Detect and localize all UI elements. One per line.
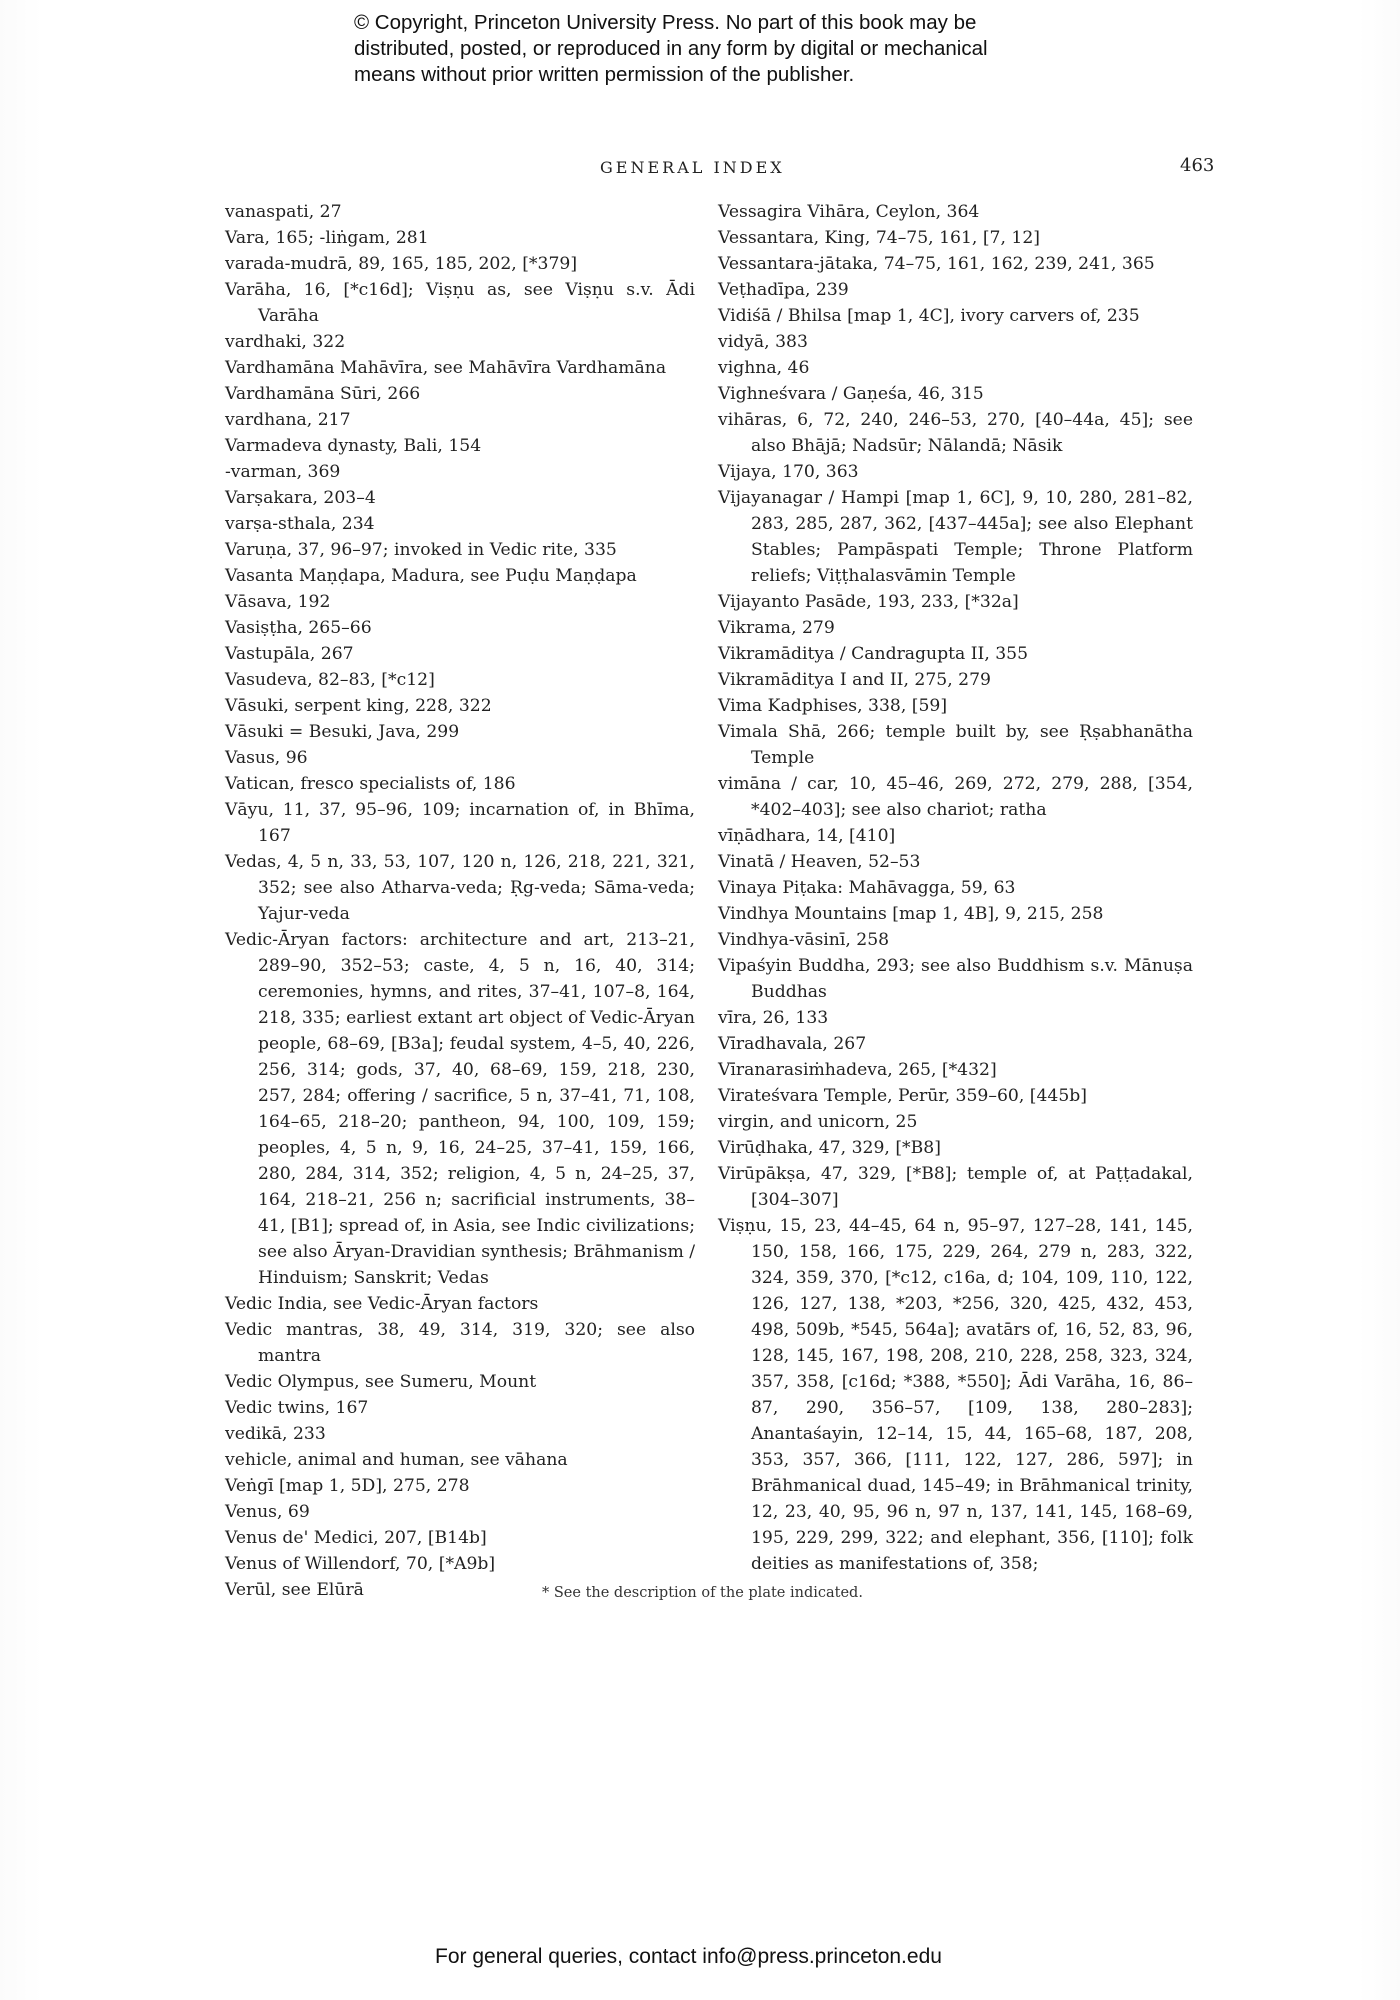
index-entry: Veṭhadīpa, 239 xyxy=(718,280,849,300)
index-entry: Varuṇa, 37, 96–97; invoked in Vedic rite, 335 xyxy=(225,540,617,560)
index-entry: Vijayanto Pasāde, 193, 233, [*32a] xyxy=(718,592,1019,612)
index-entry: Varmadeva dynasty, Bali, 154 xyxy=(225,436,482,456)
index-entry: Vasanta Maṇḍapa, Madura, see Puḍu Maṇḍapa xyxy=(225,566,637,586)
index-entry: Vara, 165; -liṅgam, 281 xyxy=(225,228,429,248)
index-entry: Vedic India, see Vedic-Āryan factors xyxy=(225,1294,539,1314)
index-entry: vighna, 46 xyxy=(718,358,810,378)
index-entry: Vipaśyin Buddha, 293; see also Buddhism s.v. Mānuṣa Buddhas xyxy=(718,956,1193,1002)
index-entry: Vedic twins, 167 xyxy=(225,1398,369,1418)
index-entry: vardhaki, 322 xyxy=(225,332,346,352)
index-entry: Vasus, 96 xyxy=(225,748,308,768)
index-entry: varada-mudrā, 89, 165, 185, 202, [*379] xyxy=(225,254,578,274)
copyright-line: distributed, posted, or reproduced in any form by digital or mechanical xyxy=(354,37,988,60)
index-entry: Vardhamāna Mahāvīra, see Mahāvīra Vardhamāna xyxy=(225,358,667,378)
index-entry: vedikā, 233 xyxy=(225,1424,326,1444)
index-entry: vanaspati, 27 xyxy=(225,202,342,222)
index-entry: Varāha, 16, [*c16d]; Viṣṇu as, see Viṣṇu s.v. Ādi Varāha xyxy=(225,280,695,326)
contact-footer: For general queries, contact info@press.princeton.edu xyxy=(435,1945,942,1968)
index-entry: Vīradhavala, 267 xyxy=(718,1034,867,1054)
index-entry: Venus, 69 xyxy=(225,1502,310,1522)
index-entry: Vighneśvara / Gaṇeśa, 46, 315 xyxy=(718,384,984,404)
index-entry: Virūḍhaka, 47, 329, [*B8] xyxy=(718,1138,941,1158)
index-entry: Vessagira Vihāra, Ceylon, 364 xyxy=(718,202,980,222)
index-entry: varṣa-sthala, 234 xyxy=(225,514,375,534)
index-entry: Vijaya, 170, 363 xyxy=(718,462,859,482)
index-entry: Vikrama, 279 xyxy=(718,618,835,638)
copyright-line: © Copyright, Princeton University Press. No part of this book may be xyxy=(354,11,977,34)
index-entry: Vessantara-jātaka, 74–75, 161, 162, 239, 241, 365 xyxy=(718,254,1155,274)
index-entry: Vindhya-vāsinī, 258 xyxy=(718,930,890,950)
index-entry: Verūl, see Elūrā xyxy=(225,1580,364,1600)
index-entry: Vikramāditya / Candragupta II, 355 xyxy=(718,644,1029,664)
index-entry: vehicle, animal and human, see vāhana xyxy=(225,1450,568,1470)
index-entry: Vāsuki = Besuki, Java, 299 xyxy=(225,722,460,742)
index-entry: Vedic Olympus, see Sumeru, Mount xyxy=(225,1372,537,1392)
index-entry: Vedas, 4, 5 n, 33, 53, 107, 120 n, 126, 218, 221, 321, 352; see also Atharva-veda; Ṛg-veda; Sāma-veda; Yajur-veda xyxy=(225,852,695,924)
index-entry: Vāsuki, serpent king, 228, 322 xyxy=(225,696,492,716)
index-entry: Vastupāla, 267 xyxy=(225,644,354,664)
index-entry: Vidiśā / Bhilsa [map 1, 4C], ivory carvers of, 235 xyxy=(718,306,1140,326)
index-entry: Vatican, fresco specialists of, 186 xyxy=(225,774,516,794)
index-entry: vidyā, 383 xyxy=(718,332,808,352)
index-entry: vardhana, 217 xyxy=(225,410,351,430)
index-entry: Vimala Shā, 266; temple built by, see Ṛṣabhanātha Temple xyxy=(718,722,1193,768)
index-entry: Veṅgī [map 1, 5D], 275, 278 xyxy=(225,1476,470,1496)
index-entry: Vindhya Mountains [map 1, 4B], 9, 215, 258 xyxy=(718,904,1104,924)
page-number: 463 xyxy=(1180,155,1215,176)
index-entry: Vīranarasiṁhadeva, 265, [*432] xyxy=(718,1060,997,1080)
index-entry: Vedic mantras, 38, 49, 314, 319, 320; see also mantra xyxy=(225,1320,695,1366)
index-entry: Vedic-Āryan factors: architecture and art, 213–21, 289–90, 352–53; caste, 4, 5 n, 16, 40, 314; ceremonies, hymns, and rites, 37–41, 107–8, 164, 218, 335; earliest extant art object of Vedic-Āryan people, 68–69, [B3a]; feudal system, 4–5, 40, 226, 256, 314; gods, 37, 40, 68–69, 159, 218, 230, 257, 284; offering / sacrifice, 5 n, 37–41, 71, 108, 164–65, 218–20; pantheon, 94, 100, 109, 159; peoples, 4, 5 n, 9, 16, 24–25, 37–41, 159, 166, 280, 284, 314, 352; religion, 4, 5 n, 24–25, 37, 164, 218–21, 256 n; sacrificial instruments, 38–41, [B1]; spread of, in Asia, see Indic civilizations; see also Āryan-Dravidian synthesis; Brāhmanism / Hinduism; Sanskrit; Vedas xyxy=(225,930,695,1288)
index-entry: vīra, 26, 133 xyxy=(718,1008,829,1028)
index-entry: Virūpākṣa, 47, 329, [*B8]; temple of, at Paṭṭadakal, [304–307] xyxy=(718,1164,1193,1210)
running-head: GENERAL INDEX xyxy=(600,158,785,177)
index-entry: virgin, and unicorn, 25 xyxy=(718,1112,918,1132)
index-entry: Vinaya Piṭaka: Mahāvagga, 59, 63 xyxy=(718,878,1016,898)
index-entry: Venus de' Medici, 207, [B14b] xyxy=(225,1528,487,1548)
index-entry: Vima Kadphises, 338, [59] xyxy=(718,696,948,716)
index-entry: Varṣakara, 203–4 xyxy=(225,488,376,508)
index-entry: vihāras, 6, 72, 240, 246–53, 270, [40–44a, 45]; see also Bhājā; Nadsūr; Nālandā; Nāsik xyxy=(718,410,1193,456)
index-entry: Virateśvara Temple, Perūr, 359–60, [445b] xyxy=(718,1086,1087,1106)
index-entry: Vasiṣṭha, 265–66 xyxy=(225,618,372,638)
index-entry: Vāsava, 192 xyxy=(225,592,331,612)
index-entry: vīṇādhara, 14, [410] xyxy=(718,826,896,846)
index-entry: Vasudeva, 82–83, [*c12] xyxy=(225,670,435,690)
index-entry: Vessantara, King, 74–75, 161, [7, 12] xyxy=(718,228,1040,248)
copyright-line: means without prior written permission of the publisher. xyxy=(354,63,855,86)
index-entry: Vardhamāna Sūri, 266 xyxy=(225,384,421,404)
footnote: * See the description of the plate indicated. xyxy=(542,1585,863,1601)
index-entry: Vijayanagar / Hampi [map 1, 6C], 9, 10, 280, 281–82, 283, 285, 287, 362, [437–445a]; see also Elephant Stables; Pampāspati Temple; Throne Platform reliefs; Viṭṭhalasvāmin Temple xyxy=(718,488,1193,586)
index-entry: Viṣṇu, 15, 23, 44–45, 64 n, 95–97, 127–28, 141, 145, 150, 158, 166, 175, 229, 264, 279 n, 283, 322, 324, 359, 370, [*c12, c16a, d; 104, 109, 110, 122, 126, 127, 138, *203, *256, 320, 425, 432, 453, 498, 509b, *545, 564a]; avatārs of, 16, 52, 83, 96, 128, 145, 167, 198, 208, 210, 228, 258, 323, 324, 357, 358, [c16d; *388, *550]; Ādi Varāha, 16, 86–87, 290, 356–57, [109, 138, 280–283]; Anantaśayin, 12–14, 15, 44, 165–68, 187, 208, 353, 357, 366, [111, 122, 127, 286, 597]; in Brāhmanical duad, 145–49; in Brāhmanical trinity, 12, 23, 40, 95, 96 n, 97 n, 137, 141, 145, 168–69, 195, 229, 299, 322; and elephant, 356, [110]; folk deities as manifestations of, 358; xyxy=(718,1216,1193,1574)
index-column-right xyxy=(718,199,1193,1577)
index-entry: -varman, 369 xyxy=(225,462,341,482)
index-entry: vimāna / car, 10, 45–46, 269, 272, 279, 288, [354, *402–403]; see also chariot; ratha xyxy=(718,774,1193,820)
index-entry: Vinatā / Heaven, 52–53 xyxy=(718,852,921,872)
index-entry: Venus of Willendorf, 70, [*A9b] xyxy=(225,1554,496,1574)
index-entry: Vikramāditya I and II, 275, 279 xyxy=(718,670,991,690)
index-column-left xyxy=(225,199,695,1603)
copyright-notice xyxy=(354,10,1114,88)
index-entry: Vāyu, 11, 37, 95–96, 109; incarnation of, in Bhīma, 167 xyxy=(225,800,695,846)
